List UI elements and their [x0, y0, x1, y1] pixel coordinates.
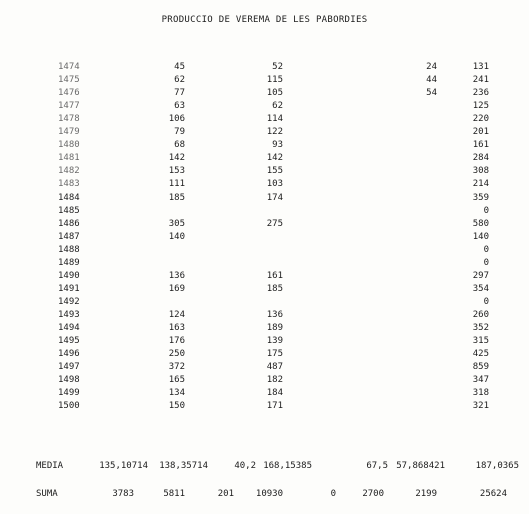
year-cell: 1476: [58, 88, 80, 99]
table-row: [0, 375, 529, 387]
value-cell: 136: [168, 270, 185, 281]
total-cell: 0: [483, 205, 489, 216]
value-cell: 111: [168, 179, 185, 190]
year-cell: 1483: [58, 179, 80, 190]
total-cell: 241: [472, 75, 489, 85]
value-cell: 106: [168, 114, 185, 125]
total-cell: 284: [472, 153, 489, 164]
year-cell: 1487: [58, 231, 80, 242]
value-cell: 44: [426, 75, 437, 85]
suma-value: 2700: [362, 489, 384, 499]
table-row: [0, 245, 529, 257]
table-row: [0, 101, 529, 113]
table-row: [0, 206, 529, 218]
table-row: [0, 336, 529, 348]
value-cell: 105: [266, 88, 283, 99]
table-row: [0, 258, 529, 270]
total-cell: 580: [472, 218, 489, 229]
year-cell: 1475: [58, 75, 80, 85]
total-cell: 236: [472, 88, 489, 99]
year-cell: 1480: [58, 140, 80, 151]
year-cell: 1497: [58, 362, 80, 373]
value-cell: 161: [266, 270, 283, 281]
year-cell: 1489: [58, 257, 80, 268]
year-cell: 1491: [58, 283, 80, 294]
total-cell: 859: [472, 362, 489, 373]
value-cell: 487: [266, 362, 283, 373]
value-cell: 174: [266, 192, 283, 203]
table-row: [0, 193, 529, 205]
value-cell: 155: [266, 166, 283, 177]
suma-value: 201: [217, 489, 234, 499]
year-cell: 1500: [58, 401, 80, 412]
year-cell: 1488: [58, 244, 80, 255]
value-cell: 171: [266, 401, 283, 412]
value-cell: 139: [266, 336, 283, 347]
value-cell: 77: [174, 88, 185, 99]
value-cell: 163: [168, 323, 185, 333]
value-cell: 45: [174, 62, 185, 72]
table-row: [0, 166, 529, 178]
value-cell: 185: [266, 283, 283, 294]
value-cell: 165: [168, 375, 185, 386]
total-cell: 354: [472, 283, 489, 294]
table-row: [0, 284, 529, 296]
total-cell: 161: [472, 140, 489, 151]
value-cell: 182: [266, 375, 283, 386]
value-cell: 52: [272, 62, 283, 72]
value-cell: 169: [168, 283, 185, 294]
year-cell: 1495: [58, 336, 80, 347]
year-cell: 1477: [58, 101, 80, 112]
media-label: MEDIA: [36, 461, 64, 471]
suma-row: [0, 489, 529, 501]
value-cell: 68: [174, 140, 185, 151]
value-cell: 150: [168, 401, 185, 412]
year-cell: 1482: [58, 166, 80, 177]
total-cell: 0: [483, 257, 489, 268]
total-cell: 321: [472, 401, 489, 412]
total-cell: 308: [472, 166, 489, 177]
value-cell: 189: [266, 323, 283, 333]
year-cell: 1494: [58, 323, 80, 333]
value-cell: 114: [266, 114, 283, 125]
suma-value: 2199: [415, 489, 437, 499]
value-cell: 54: [426, 88, 437, 99]
value-cell: 134: [168, 388, 185, 399]
table-row: [0, 88, 529, 100]
total-cell: 318: [472, 388, 489, 399]
media-value: 67,5: [366, 461, 388, 471]
total-cell: 315: [472, 336, 489, 347]
table-row: [0, 388, 529, 400]
media-value: 187,0365: [475, 461, 519, 471]
year-cell: 1496: [58, 349, 80, 360]
value-cell: 79: [174, 127, 185, 138]
value-cell: 124: [168, 310, 185, 320]
total-cell: 297: [472, 270, 489, 281]
year-cell: 1479: [58, 127, 80, 138]
suma-label: SUMA: [36, 489, 58, 499]
value-cell: 62: [174, 75, 185, 85]
value-cell: 250: [168, 349, 185, 360]
value-cell: 63: [174, 101, 185, 112]
value-cell: 140: [168, 231, 185, 242]
year-cell: 1492: [58, 296, 80, 307]
table-row: [0, 75, 529, 87]
value-cell: 142: [168, 153, 185, 164]
media-value: 168,15385: [263, 461, 312, 471]
table-row: [0, 349, 529, 361]
total-cell: 140: [472, 231, 489, 242]
table-row: [0, 323, 529, 335]
year-cell: 1485: [58, 205, 80, 216]
year-cell: 1498: [58, 375, 80, 386]
total-cell: 260: [472, 310, 489, 320]
total-cell: 352: [472, 323, 489, 333]
value-cell: 153: [168, 166, 185, 177]
total-cell: 347: [472, 375, 489, 386]
year-cell: 1481: [58, 153, 80, 164]
table-row: [0, 232, 529, 244]
year-cell: 1490: [58, 270, 80, 281]
value-cell: 372: [168, 362, 185, 373]
suma-value: 0: [330, 489, 336, 499]
year-cell: 1478: [58, 114, 80, 125]
table-row: [0, 114, 529, 126]
year-cell: 1474: [58, 62, 80, 72]
value-cell: 142: [266, 153, 283, 164]
table-row: [0, 153, 529, 165]
suma-value: 5811: [163, 489, 185, 499]
value-cell: 275: [266, 218, 283, 229]
value-cell: 184: [266, 388, 283, 399]
table-row: [0, 297, 529, 309]
table-row: [0, 62, 529, 74]
value-cell: 122: [266, 127, 283, 138]
table-row: [0, 401, 529, 413]
total-cell: 0: [483, 296, 489, 307]
total-cell: 125: [472, 101, 489, 112]
media-row: [0, 461, 529, 473]
value-cell: 62: [272, 101, 283, 112]
year-cell: 1484: [58, 192, 80, 203]
total-cell: 214: [472, 179, 489, 190]
table-row: [0, 140, 529, 152]
total-cell: 131: [472, 62, 489, 72]
document-title: PRODUCCIO DE VEREMA DE LES PABORDIES: [161, 15, 368, 25]
total-cell: 425: [472, 349, 489, 360]
table-row: [0, 127, 529, 139]
table-row: [0, 219, 529, 231]
table-row: [0, 271, 529, 283]
value-cell: 175: [266, 349, 283, 360]
suma-value: 3783: [112, 489, 134, 499]
table-row: [0, 310, 529, 322]
suma-value: 25624: [479, 489, 507, 499]
media-value: 138,35714: [159, 461, 208, 471]
total-cell: 0: [483, 244, 489, 255]
year-cell: 1486: [58, 218, 80, 229]
year-cell: 1493: [58, 310, 80, 320]
total-cell: 201: [472, 127, 489, 138]
value-cell: 24: [426, 62, 437, 72]
value-cell: 93: [272, 140, 283, 151]
suma-value: 10930: [255, 489, 283, 499]
value-cell: 185: [168, 192, 185, 203]
total-cell: 220: [472, 114, 489, 125]
table-row: [0, 179, 529, 191]
value-cell: 103: [266, 179, 283, 190]
value-cell: 305: [168, 218, 185, 229]
table-row: [0, 362, 529, 374]
year-cell: 1499: [58, 388, 80, 399]
media-value: 135,10714: [99, 461, 148, 471]
media-value: 40,2: [234, 461, 256, 471]
total-cell: 359: [472, 192, 489, 203]
media-value: 57,868421: [396, 461, 445, 471]
value-cell: 176: [168, 336, 185, 347]
value-cell: 115: [266, 75, 283, 85]
value-cell: 136: [266, 310, 283, 320]
